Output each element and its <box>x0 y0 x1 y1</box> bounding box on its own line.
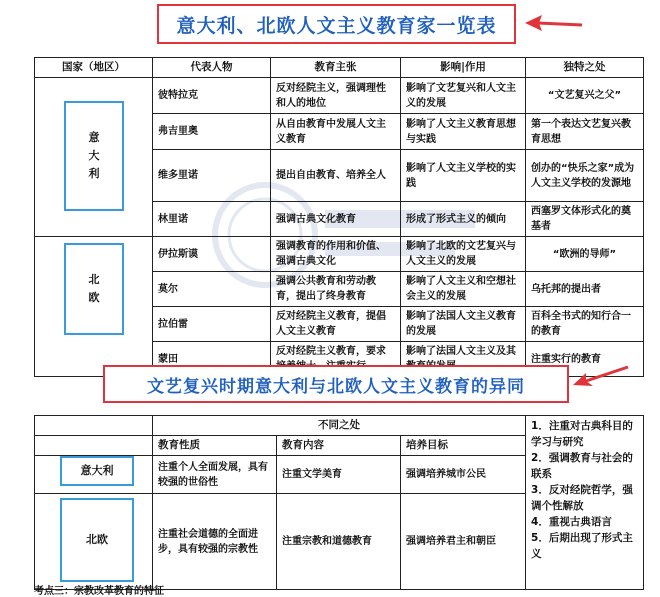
goal-cell: 强调培养城市公民 <box>401 456 526 494</box>
impact-cell: 影响了文艺复兴和人文主义的发展 <box>401 78 526 114</box>
impact-cell: 影响了人文主义学校的实践 <box>401 150 526 202</box>
goal-cell: 强调培养君主和朝臣 <box>401 494 526 590</box>
claim-cell: 反对经院主义教育，提倡人文主义教育 <box>271 307 401 342</box>
section-heading-partial: 考点三：宗教改革教育的特征 <box>34 586 164 597</box>
unique-cell: 百科全书式的知行合一的教育 <box>526 307 644 342</box>
person-cell: 维多里诺 <box>153 150 271 202</box>
unique-cell: “欧洲的导师” <box>526 237 644 272</box>
person-cell: 莫尔 <box>153 272 271 307</box>
person-cell: 伊拉斯谟 <box>153 237 271 272</box>
region-label-italy: 意 大 利 <box>64 101 124 211</box>
claim-cell: 强调古典文化教育 <box>271 202 401 237</box>
impact-cell: 影响了法国人文主义及其 <box>401 342 526 377</box>
unique-cell: 创办的“快乐之家”成为人文主义学校的发源地 <box>526 150 644 202</box>
unique-cell: “文艺复兴之父” <box>526 78 644 114</box>
person-cell: 弗吉里奥 <box>153 114 271 150</box>
impact-cell: 影响了法国人文主义教育的发展 <box>401 307 526 342</box>
claim-cell: 提出自由教育、培养全人 <box>271 150 401 202</box>
claim-cell: 反对经院主义教育，要求 <box>271 342 401 377</box>
subheader-goal: 培养目标 <box>401 436 526 456</box>
content-cell: 注重文学美育 <box>277 456 401 494</box>
region-label-north-europe: 北欧 <box>60 498 134 582</box>
red-arrow-icon <box>570 364 630 388</box>
empty-header-cell <box>35 416 153 436</box>
header-claim: 教育主张 <box>271 58 401 78</box>
header-region: 国家（地区） <box>35 58 153 78</box>
claim-cell: 从自由教育中发展人文主义教育 <box>271 114 401 150</box>
claim-cell: 反对经院主义，强调理性和人的地位 <box>271 78 401 114</box>
empty-subheader-cell <box>35 436 153 456</box>
red-arrow-icon <box>522 12 584 34</box>
educators-table <box>34 57 644 377</box>
header-unique: 独特之处 <box>526 58 644 78</box>
claim-cell: 强调公共教育和劳动教育，提出了终身教育 <box>271 272 401 307</box>
header-person: 代表人物 <box>153 58 271 78</box>
subheader-nature: 教育性质 <box>153 436 277 456</box>
impact-cell: 影响了人文主义教育思想与实践 <box>401 114 526 150</box>
subheader-content: 教育内容 <box>277 436 401 456</box>
person-cell: 拉伯雷 <box>153 307 271 342</box>
unique-cell: 注重实行的教育 <box>526 342 644 377</box>
person-cell: 彼特拉克 <box>153 78 271 114</box>
person-cell: 蒙田 <box>153 342 271 377</box>
unique-cell: 乌托邦的提出者 <box>526 272 644 307</box>
table-title-1: 意大利、北欧人文主义教育家一览表 <box>157 4 516 44</box>
header-differences: 不同之处 <box>153 416 526 436</box>
person-cell: 林里诺 <box>153 202 271 237</box>
region-label-north-europe: 北 欧 <box>64 243 124 335</box>
table-row <box>35 237 644 272</box>
table-title-2: 文艺复兴时期意大利与北欧人文主义教育的异同 <box>103 365 569 403</box>
impact-cell: 影响了人文主义和空想社会主义的发展 <box>401 272 526 307</box>
header-impact: 影响|作用 <box>401 58 526 78</box>
table-row <box>35 78 644 114</box>
impact-cell: 形成了形式主义的倾向 <box>401 202 526 237</box>
nature-cell: 注重社会道德的全面进步，具有较强的宗教性 <box>153 494 277 590</box>
same-points-cell: 1．注重对古典科目的学习与研究 2．强调教育与社会的联系 3．反对经院哲学，强调个性解放 4．重视古典语言 5．后期出现了形式主义 <box>526 416 644 590</box>
nature-cell: 注重个人全面发展，具有较强的世俗性 <box>153 456 277 494</box>
region-label-italy: 意大利 <box>60 456 134 486</box>
unique-cell: 西塞罗文体形式化的奠基者 <box>526 202 644 237</box>
unique-cell: 第一个表达文艺复兴教育思想 <box>526 114 644 150</box>
content-cell: 注重宗教和道德教育 <box>277 494 401 590</box>
claim-cell: 强调教育的作用和价值、强调古典文化 <box>271 237 401 272</box>
impact-cell: 影响了北欧的文艺复兴与人文主义的发展 <box>401 237 526 272</box>
